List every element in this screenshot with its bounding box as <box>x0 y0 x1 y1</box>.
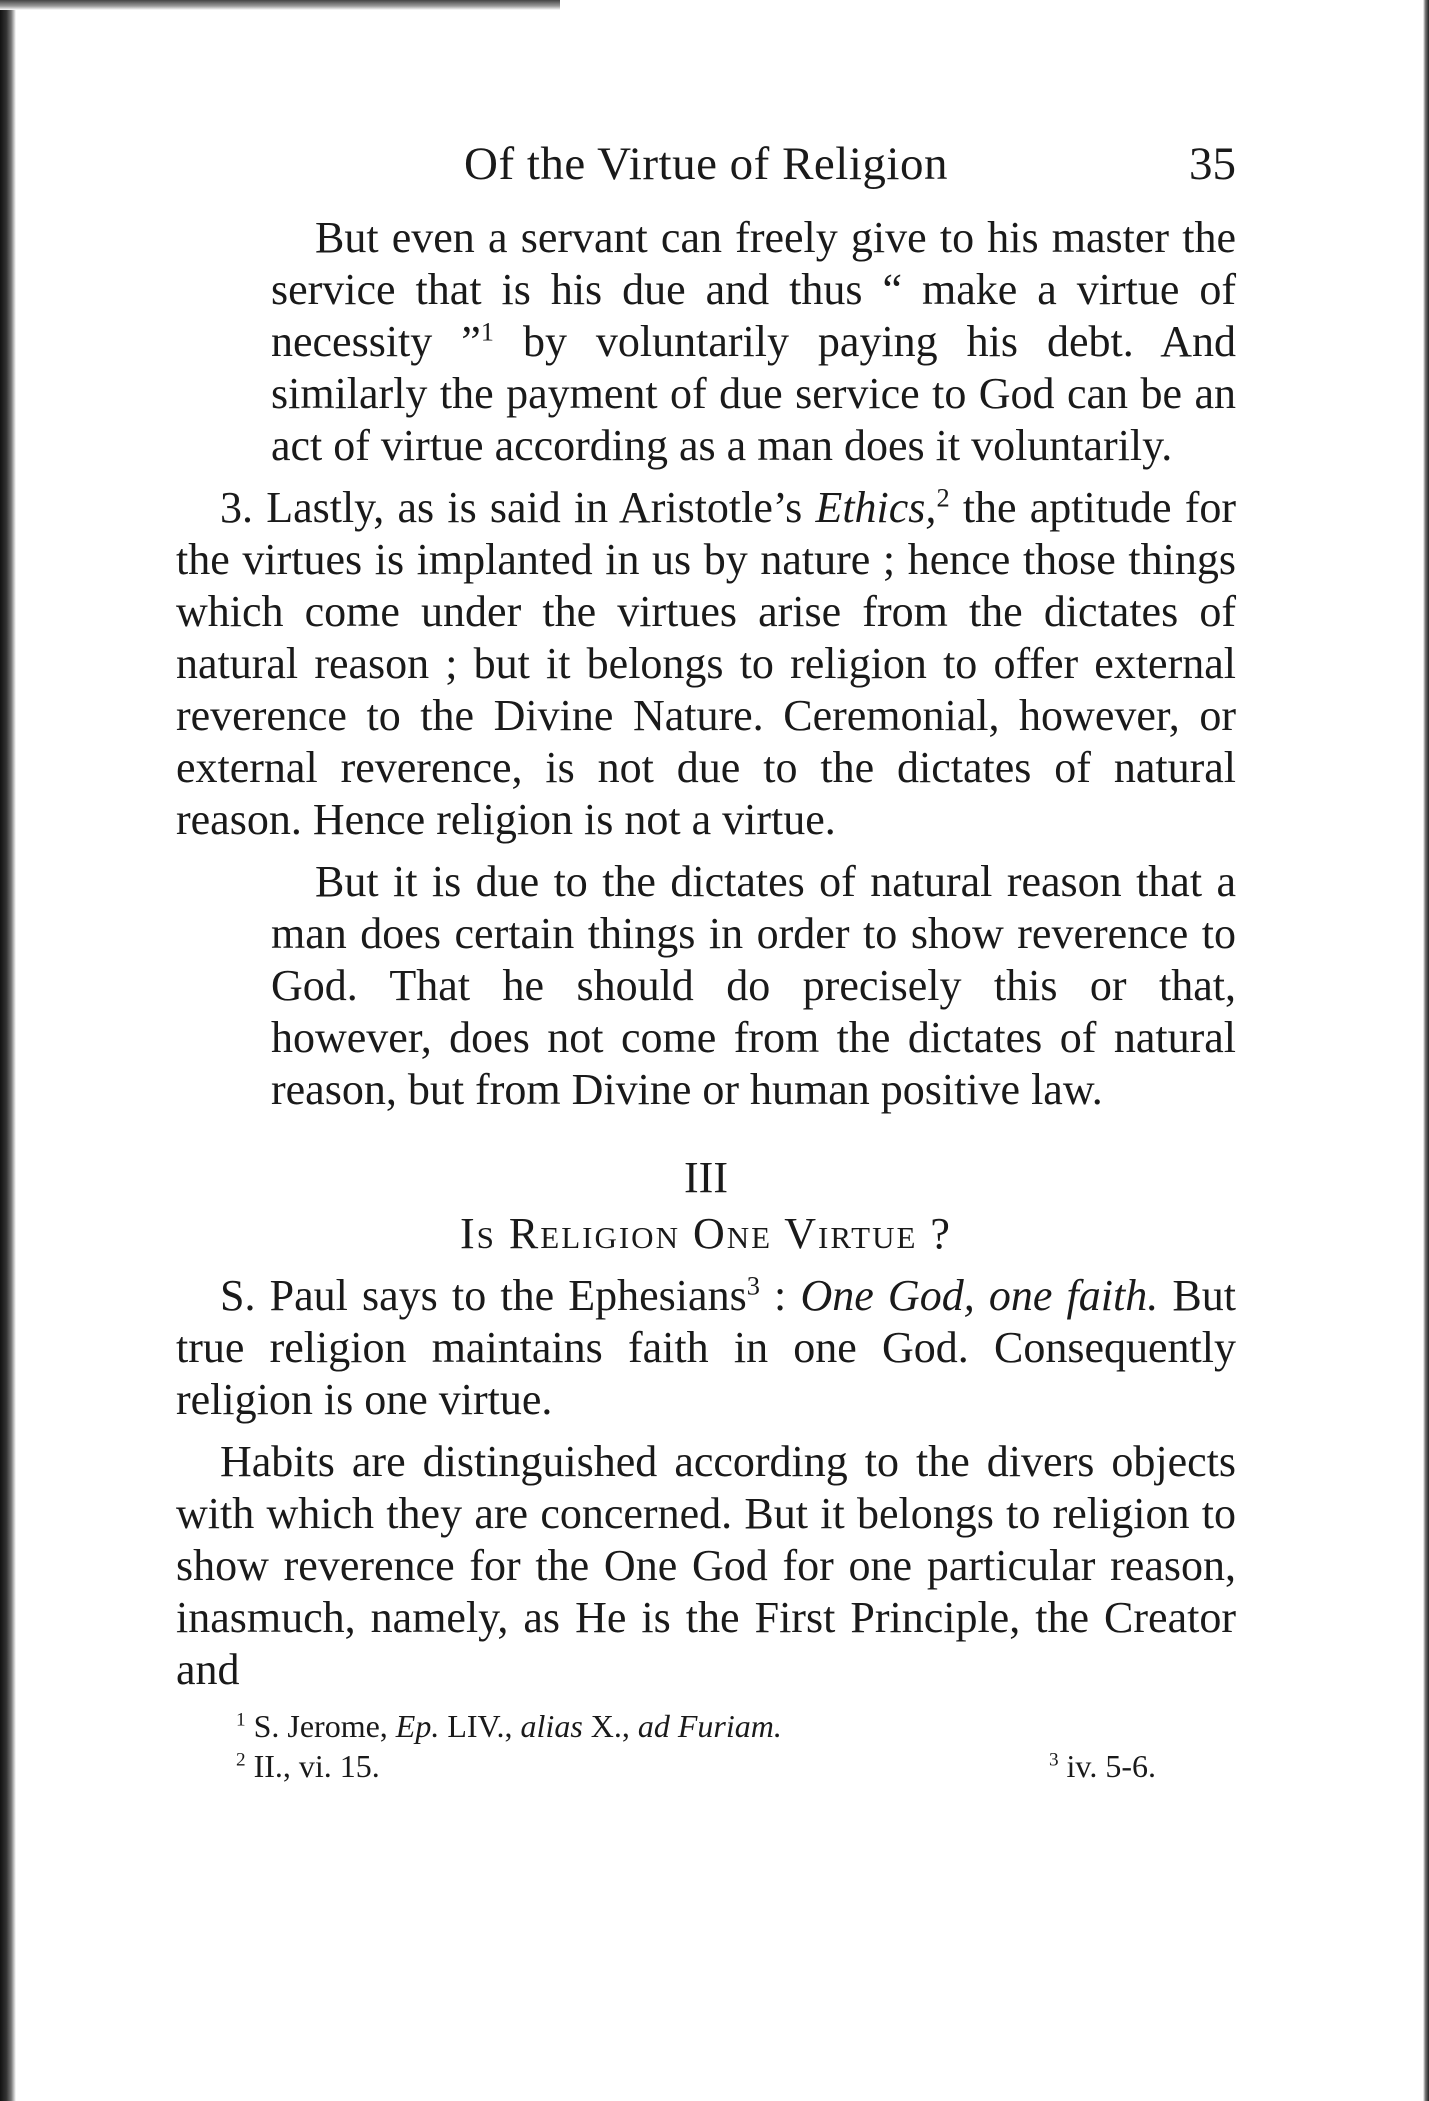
footnotes <box>236 1706 1236 1786</box>
running-title: Of the Virtue of Religion <box>464 138 948 190</box>
footnote-1: $^1$ S. Jerome, Ep. LIV., alias X., ad Furiam. <box>236 1708 782 1744</box>
article-number: III <box>684 1153 728 1202</box>
page-number: 35 <box>1189 138 1236 190</box>
sed-contra-paragraph: S. Paul says to the Ephesians$^3$ : One God, one faith. But true religion maintains faith in one God. Consequently religion is one virtue. <box>176 1270 1236 1424</box>
reply-to-objection-2: But even a servant can freely give to his master the service that is his due and thus “ make a virtue of necessity ”$^1$ by voluntarily paying his debt. And similarly the payment of due service to God can be an act of virtue according as a man does it voluntarily. <box>271 213 1236 470</box>
reply-to-objection-3: But it is due to the dictates of natural reason that a man does certain things in order to show reverence to God. That he should do precisely this or that, however, does not come from the dictates of natural reason, but from Divine or human positive law. <box>271 857 1236 1114</box>
work-title-ethics: Ethics, <box>815 483 937 532</box>
footnote-ref-1: 1 <box>480 316 494 347</box>
footnote-3: $^3$ iv. 5-6. <box>1048 1748 1156 1784</box>
footnote-2: $^2$ II., vi. 15. <box>236 1748 380 1784</box>
footnote-ref-2: 2 <box>936 482 950 513</box>
book-page <box>176 138 1236 1786</box>
page-top-edge <box>0 0 560 10</box>
page-binding-edge <box>0 0 16 2101</box>
footnote-2-and-3 <box>236 1746 1236 1786</box>
respondeo-paragraph: Habits are distinguished according to the divers objects with which they are concerned. But it belongs to religion to show reverence for the One God for one particular reason, inasmuch, namely, as He is the First Principle, the Creator and <box>176 1437 1236 1694</box>
scripture-quote: One God, one faith. <box>800 1271 1159 1320</box>
article-title: Is Religion One Virtue ? <box>460 1209 952 1258</box>
footnote-ref-3: 3 <box>746 1270 760 1301</box>
page-right-edge <box>1423 0 1429 2101</box>
objection-3: 3. Lastly, as is said in Aristotle’s Ethics,$^2$ the aptitude for the virtues is implanted in us by nature ; hence those things which come under the virtues arise from the dictates of natural reason ; but it belongs to religion to offer external reverence to the Divine Nature. Ceremonial, however, or external reverence, is not due to the dictates of natural reason. Hence religion is not a virtue. <box>176 482 1236 844</box>
page-header <box>176 138 1236 198</box>
